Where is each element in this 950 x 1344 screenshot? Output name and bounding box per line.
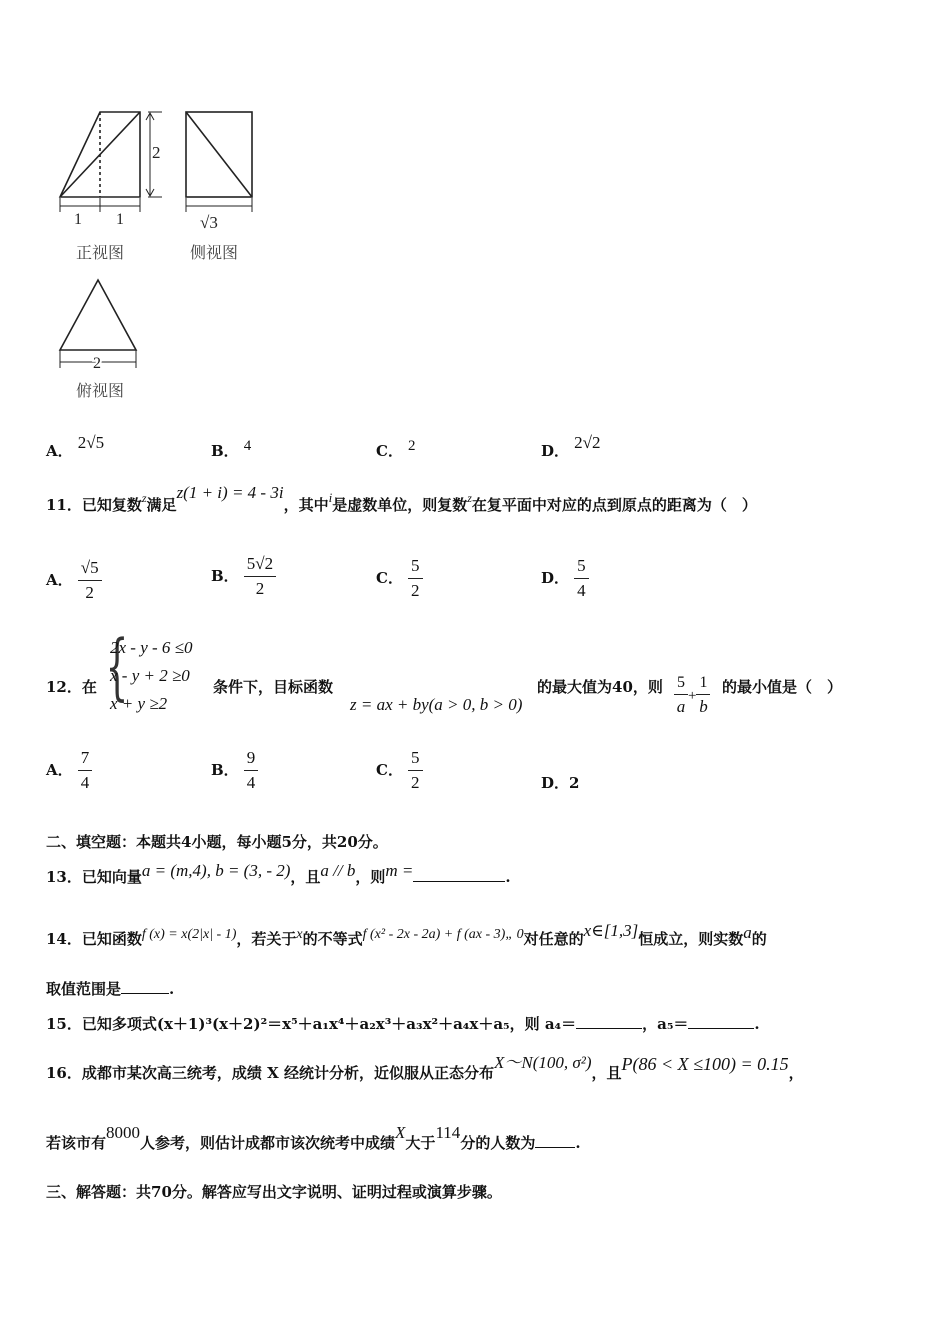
q11-option-d[interactable]: D． $\frac{5}{4}$ xyxy=(541,556,589,601)
fraction: $\frac{5}{4}$ xyxy=(574,556,589,601)
q12-option-a[interactable]: A． $\frac{7}{4}$ xyxy=(46,748,92,793)
fraction: $\frac{5}{a}$ xyxy=(674,674,688,717)
q11-stem: 11．已知复数$^z$满足z(1 + i) = 4 - 3i，其中$^i$是虚数单位，则复数$^z$在复平面中对应的点到原点的距离为（ ） xyxy=(46,483,757,514)
fraction: $\frac{√5}{2}$ xyxy=(78,558,102,603)
q10-option-d[interactable] xyxy=(541,433,601,461)
fraction: $\frac{1}{b}$ xyxy=(696,674,710,717)
q11-equation: z(1 + i) = 4 - 3i xyxy=(176,483,284,502)
option-value: 2 xyxy=(408,438,416,454)
q13-vectors: a = (m,4), b = (3, - 2) xyxy=(141,861,291,880)
q12-stem-3: 的最大值为40，则 xyxy=(537,678,663,696)
fraction: $\frac{5√2}{2}$ xyxy=(244,554,276,599)
q11-option-c[interactable]: C． $\frac{5}{2}$ xyxy=(376,556,423,601)
fraction: $\frac{9}{4}$ xyxy=(244,748,259,793)
q14-answer-blank[interactable] xyxy=(121,979,169,994)
top-view-label: 俯视图 xyxy=(76,381,125,400)
ineq-1: 2x - y - 6 ≤0 xyxy=(110,638,193,657)
q16-distribution: X～N(100, σ²) xyxy=(493,1053,592,1072)
ineq-2: x - y + 2 ≥0 xyxy=(110,666,190,685)
option-value: 4 xyxy=(243,438,252,454)
q16-probability: P(86 < X ≤100) = 0.15 xyxy=(621,1054,789,1074)
q14: 14．已知函数f (x) = x(2|x| - 1)，若关于x的不等式f (x² - 2x - 2a) + f (ax - 3)„ 0对任意的x∈[1,3]恒成立，则实数a的 xyxy=(46,921,767,948)
q15-a4-blank[interactable] xyxy=(576,1014,642,1029)
q10-option-c[interactable] xyxy=(376,440,416,461)
dim-top-label: 2 xyxy=(93,355,101,372)
dim-right-label: 1 xyxy=(116,211,124,228)
q15-a5-blank[interactable] xyxy=(688,1014,754,1029)
ineq-3: x + y ≥2 xyxy=(110,694,168,713)
q12-expression: $\frac{5}{a}$ + $\frac{1}{b}$ xyxy=(674,674,710,717)
dim-height-label: 2 xyxy=(152,143,161,162)
dim-side-label: √3 xyxy=(200,213,218,232)
section-3-heading: 三、解答题：共70分。解答应写出文字说明、证明过程或演算步骤。 xyxy=(46,1183,502,1201)
q12-option-b[interactable]: B． $\frac{9}{4}$ xyxy=(211,748,258,793)
q15: 15．已知多项式(x＋1)³(x＋2)²＝x⁵＋a₁x⁴＋a₂x³＋a₃x²＋a₄x＋a₅，则 a₄＝ ，a₅＝ . xyxy=(46,1015,760,1033)
top-view-shape xyxy=(60,280,136,350)
fraction: $\frac{5}{2}$ xyxy=(408,748,423,793)
fraction: $\frac{5}{2}$ xyxy=(408,556,423,601)
q16-line-2: 若该市有8000人参考，则估计成都市该次统考中成绩X大于114分的人数为 . xyxy=(46,1123,581,1152)
q11-option-b[interactable]: B． $\frac{5√2}{2}$ xyxy=(211,554,276,599)
fraction: $\frac{7}{4}$ xyxy=(78,748,93,793)
q12-option-d[interactable]: D．2 xyxy=(541,774,580,792)
q16: 16．成都市某次高三统考，成绩 X 经统计分析，近似服从正态分布X～N(100, σ²)，且P(86 < X ≤100) = 0.15， xyxy=(46,1053,804,1082)
q12-option-c[interactable]: C． $\frac{5}{2}$ xyxy=(376,748,423,793)
system-brace: { xyxy=(105,624,129,708)
option-label: D． xyxy=(541,442,570,460)
option-value: 2√5 xyxy=(77,433,105,452)
q13: 13．已知向量a = (m,4), b = (3, - 2)，且a // b，则m = . xyxy=(46,861,511,886)
option-label: B． xyxy=(211,442,239,460)
q11-option-a[interactable]: A． $\frac{√5}{2}$ xyxy=(46,558,102,603)
section-2-heading: 二、填空题：本题共4小题，每小题5分，共20分。 xyxy=(46,833,388,851)
q13-answer-blank[interactable] xyxy=(413,867,505,882)
three-view-figure xyxy=(50,100,270,410)
q10-option-b[interactable] xyxy=(211,440,251,461)
option-label: C． xyxy=(376,442,403,460)
dim-left-label: 1 xyxy=(74,211,82,228)
q14-function: f (x) = x(2|x| - 1) xyxy=(141,927,237,942)
front-view-label: 正视图 xyxy=(76,243,125,262)
q14-inequality: f (x² - 2x - 2a) + f (ax - 3)„ 0 xyxy=(362,927,524,942)
q14-line-2: 取值范围是 . xyxy=(46,980,175,998)
q10-option-a[interactable] xyxy=(46,433,105,461)
option-value: 2√2 xyxy=(574,433,601,452)
q12-number: 12．在 xyxy=(46,678,97,696)
q12-objective: z = ax + by(a > 0, b > 0) xyxy=(350,695,523,714)
option-label: A． xyxy=(46,442,73,460)
q12-stem-4: 的最小值是（ ） xyxy=(722,678,843,696)
side-view-label: 侧视图 xyxy=(190,243,239,262)
q16-answer-blank[interactable] xyxy=(535,1133,575,1148)
q12-stem-2: 条件下，目标函数 xyxy=(213,678,334,696)
